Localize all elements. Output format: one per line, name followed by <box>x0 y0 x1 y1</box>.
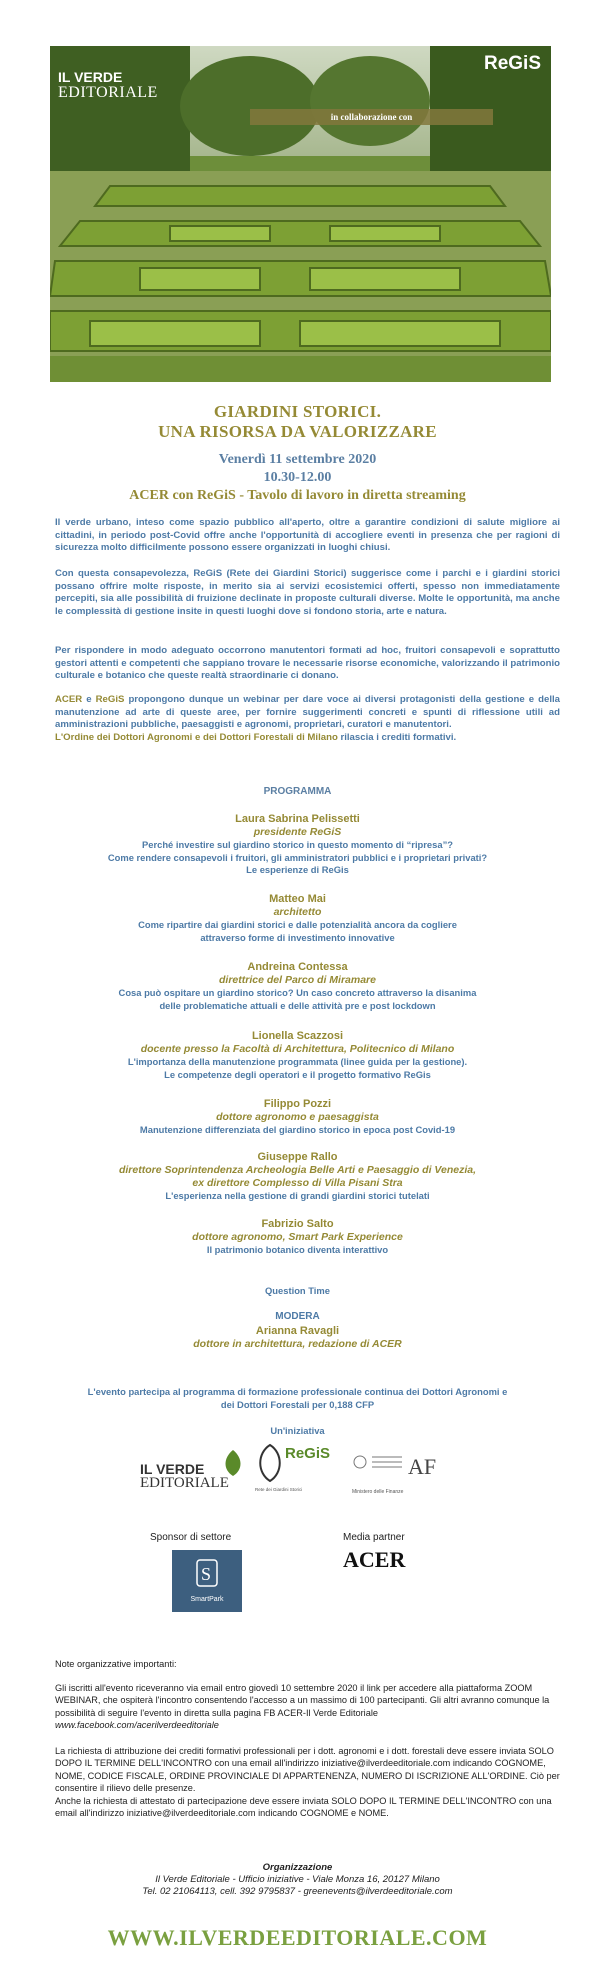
question-time: Question Time <box>265 1285 330 1296</box>
notes-item-2: La richiesta di attribuzione dei crediti formativi professionali per i dott. agronomi e i dott. forestali deve essere inviata SOLO DOPO IL TERMINE DELL'INCONTRO con una email all'indirizzo iniziative@ilverdeeditoriale.com indicando COGNOME, NOME, CODICE FISCALE, ORDINE PROVINCIALE DI APPARTENENZA, NUMERO DI ISCRIZIONE ALL'ORDINE. Ciò per consentire il rilievo delle presenze. <box>55 1746 560 1793</box>
initiative-label: Un'iniziativa <box>270 1425 325 1436</box>
cfp-line2: dei Dottori Forestali per 0,188 CFP <box>220 1398 375 1410</box>
acer-logo: ACER <box>343 1547 406 1572</box>
speaker-role: dottore agronomo, Smart Park Experience <box>192 1231 403 1243</box>
il-verde-logo <box>58 70 158 100</box>
event-title <box>0 402 595 442</box>
speaker-role: direttrice del Parco di Miramare <box>219 974 376 986</box>
intro-paragraph-3: Per rispondere in modo adeguato occorrono manutentori formati ad hoc, fruitori consapevoli e soprattutto gestori attenti e competenti che sappiano trovare le necessarie risorse economiche, valorizzando il patrimonio culturale e botanico che queste realtà straordinarie ci donano. <box>55 645 560 682</box>
speaker-name: Fabrizio Salto <box>261 1218 334 1230</box>
regis-logo-small <box>255 1443 335 1503</box>
speaker-desc-line: Cosa può ospitare un giardino storico? Un caso concreto attraverso la disanima <box>118 987 477 998</box>
ornament-icon <box>255 1443 285 1483</box>
speaker-role: direttore Soprintendenza Archeologia Belle Arti e Paesaggio di Venezia, <box>118 1164 477 1176</box>
ordine-name: L'Ordine dei Dottori Agronomi e dei Dottori Forestali di Milano <box>55 732 338 744</box>
speaker-role: dottore agronomo e paesaggista <box>216 1111 379 1123</box>
notes-item-1 <box>55 1682 565 1731</box>
intro-conj: e <box>82 694 96 705</box>
speaker-desc-line: L'importanza della manutenzione programmata (linee guida per la gestione). <box>127 1056 468 1067</box>
intro-paragraph-1: Il verde urbano, inteso come spazio pubblico all'aperto, oltre a garantire condizioni di salute migliore ai cittadini, in periodo post-Covid offre anche l'opportunità di accogliere eventi in presenza che per ragioni di sicurezza molto difficilmente possono essere organizzati in luoghi chiusi. <box>55 517 560 554</box>
speaker-5 <box>0 1097 595 1137</box>
organization-block <box>0 1862 595 1898</box>
speaker-desc-line: Come rendere consapevoli i fruitori, gli amministratori pubblici e i proprietari privati? <box>107 851 488 863</box>
speaker-3 <box>0 960 595 1012</box>
acer-name: ACER <box>55 694 83 705</box>
il-verde-editoriale-logo <box>140 1448 250 1490</box>
regis-logo-text: ReGiS <box>483 53 541 74</box>
organization-contacts: Tel. 02 21064113, cell. 392 9795837 - greenevents@ilverdeeditoriale.com <box>142 1886 453 1897</box>
smartpark-logo <box>172 1550 242 1612</box>
speaker-role: architetto <box>273 906 322 918</box>
event-date: Venerdì 11 settembre 2020 <box>218 452 377 467</box>
speaker-desc-line: Il patrimonio botanico diventa interattivo <box>206 1244 389 1255</box>
speaker-name: Matteo Mai <box>269 893 326 905</box>
event-title-line1: GIARDINI STORICI. <box>213 402 382 421</box>
moderator-label: MODERA <box>275 1311 320 1322</box>
moderator-name: Arianna Ravagli <box>255 1324 340 1337</box>
regis-caption: Rete dei Giardini Storici <box>255 1487 303 1492</box>
moderator-role: dottore in architettura, redazione di ACER <box>193 1337 402 1350</box>
speaker-desc-line: Come ripartire dai giardini storici e dalle potenzialità ancora da cogliere <box>138 919 457 930</box>
speaker-role: presidente ReGiS <box>253 826 342 838</box>
speaker-desc-line: attraverso forme di investimento innovative <box>200 931 395 943</box>
svg-text:S: S <box>201 1564 212 1584</box>
event-date-block <box>0 451 595 505</box>
event-time: 10.30-12.00 <box>263 470 332 485</box>
cfp-notice <box>0 1386 595 1411</box>
regis-text: ReGiS <box>285 1445 331 1462</box>
intro-p4-text: propongono dunque un webinar per dare voce ai diversi protagonisti della gestione e della manutenzione ad arte di queste aree, per fornire suggerimenti concreti e spunti di riflessione utili ad amministrazioni pubbliche, paesaggisti e agronomi, proprietari, curatori e manutentori. <box>55 694 560 731</box>
smartpark-text: SmartPark <box>190 1596 224 1603</box>
speaker-desc-line: Le esperienze di ReGis <box>246 864 349 875</box>
regis-name: ReGiS <box>95 694 125 705</box>
notes-heading: Note organizzative importanti: <box>55 1659 177 1669</box>
speaker-4 <box>0 1029 595 1081</box>
logo-text-1: IL VERDE <box>140 1461 205 1477</box>
cfp-line1: L'evento partecipa al programma di formazione professionale continua dei Dottori Agronomi e <box>87 1386 508 1397</box>
organization-heading: Organizzazione <box>262 1862 333 1873</box>
facebook-link[interactable]: www.facebook.com/acerilverdeeditoriale <box>55 1719 219 1730</box>
media-partner-label: Media partner <box>343 1532 405 1543</box>
speaker-role-2: ex direttore Complesso di Villa Pisani Stra <box>192 1177 403 1189</box>
speaker-name: Filippo Pozzi <box>263 1098 332 1110</box>
speaker-desc-line: Perché investire sul giardino storico in questo momento di “ripresa”? <box>141 839 453 850</box>
hero-garden-image <box>50 46 551 382</box>
sponsor-label: Sponsor di settore <box>150 1532 232 1543</box>
il-verde-logo-line1: IL VERDE <box>58 69 123 85</box>
organization-address: Il Verde Editoriale - Ufficio iniziative - Viale Monza 16, 20127 Milano <box>155 1874 440 1885</box>
speaker-desc-line: delle problematiche attuali e delle attività pre e post lockdown <box>159 999 436 1011</box>
intro-paragraph-2: Con questa consapevolezza, ReGiS (Rete dei Giardini Storici) suggerisce come i parchi e i giardini storici possano offrire molte risposte, in merito sia ai servizi ecosistemici offerti, spesso non immediatamente percepiti, sia alle possibilità di fruizione declinate in proposte culturali diverse. Molte le opportunità, ma anche le complessità di gestione insite in questi luoghi dove si fondono storia, arte e natura. <box>55 568 560 618</box>
speaker-2 <box>0 892 595 944</box>
intro-p4-end: rilascia i crediti formativi. <box>337 732 457 744</box>
ministry-logo <box>352 1450 442 1495</box>
speaker-name: Lionella Scazzosi <box>251 1030 344 1042</box>
ministry-caption: Ministero delle Finanze <box>352 1489 404 1495</box>
speaker-7 <box>0 1217 595 1257</box>
speaker-desc-line: Le competenze degli operatori e il progetto formativo ReGis <box>164 1068 431 1080</box>
speaker-role: docente presso la Facoltà di Architettura, Politecnico di Milano <box>140 1043 455 1055</box>
collaboration-banner: in collaborazione con <box>250 109 493 125</box>
il-verde-logo-line2: EDITORIALE <box>58 84 158 101</box>
speaker-name: Giuseppe Rallo <box>257 1151 338 1163</box>
speaker-6 <box>0 1150 595 1203</box>
leaf-icon <box>218 1448 248 1478</box>
logo-text-2: EDITORIALE <box>140 1475 229 1491</box>
speaker-name: Laura Sabrina Pelissetti <box>235 813 360 825</box>
program-heading: PROGRAMMA <box>263 786 332 797</box>
speaker-desc-line: Manutenzione differenziata del giardino storico in epoca post Covid-19 <box>139 1124 456 1135</box>
website-url[interactable]: WWW.ILVERDEEDITORIALE.COM <box>107 1925 488 1950</box>
speaker-desc-line: L'esperienza nella gestione di grandi giardini storici tutelati <box>165 1190 430 1201</box>
regis-logo <box>484 54 541 73</box>
notes-item-3: Anche la richiesta di attestato di partecipazione deve essere inviata SOLO DOPO IL TERMINE DELL'INCONTRO con una email all'indirizzo iniziative@ilverdeeditoriale.com indicando COGNOME e NOME. <box>55 1796 552 1819</box>
moderator-block <box>0 1311 595 1351</box>
smartpark-s-icon <box>172 1550 242 1598</box>
ministry-emblem-icon <box>352 1450 442 1484</box>
event-title-line2: UNA RISORSA DA VALORIZZARE <box>158 422 437 441</box>
notes-item-1-text: Gli iscritti all'evento riceveranno via email entro giovedì 10 settembre 2020 il link per accedere alla piattaforma ZOOM WEBINAR, che ospiterà l'incontro consentendo l'accesso a un massimo di 100 partecipanti. Gli altri avranno comunque la possibilità di seguire l'evento in diretta sulla pagina FB ACER-Il Verde Editoriale <box>55 1683 550 1718</box>
speaker-name: Andreina Contessa <box>247 961 348 973</box>
event-subtitle: ACER con ReGiS - Tavolo di lavoro in diretta streaming <box>129 488 466 503</box>
speaker-1 <box>0 812 595 877</box>
intro-paragraph-4 <box>55 694 560 745</box>
svg-text:AF: AF <box>408 1454 437 1479</box>
